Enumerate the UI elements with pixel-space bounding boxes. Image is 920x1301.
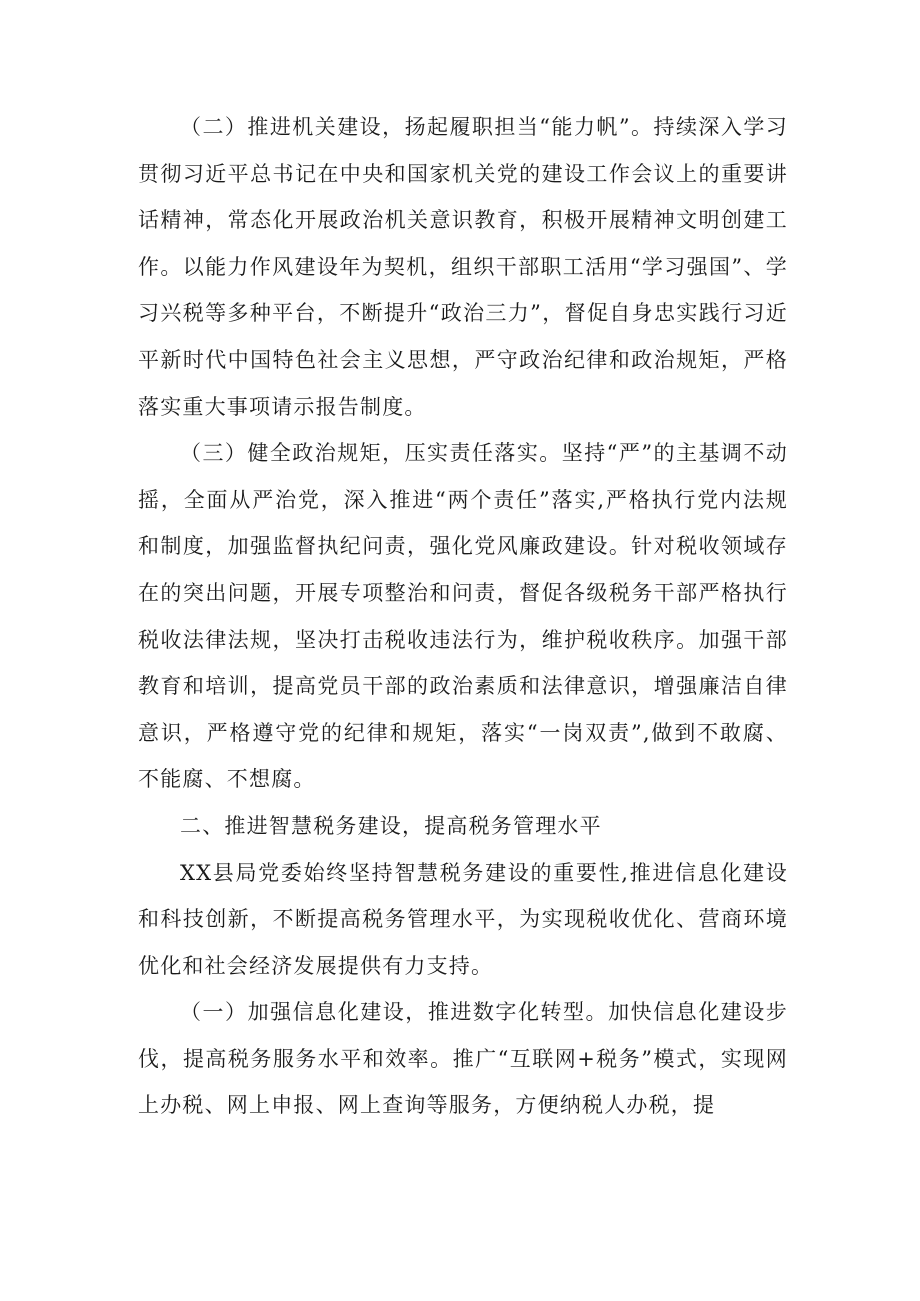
heading-part-2: 二、推进智慧税务建设，提高税务管理水平 (180, 813, 602, 838)
paragraph-intro-part-2: XX县局党委始终坚持智慧税务建设的重要性,推进信息化建设和科技创新，不断提高税务管理水平，为实现税收优化、营商环境优化和社会经济发展提供有力支持。 (138, 860, 788, 978)
paragraph-section-2: （二）推进机关建设，扬起履职担当“能力帆”。持续深入学习贯彻习近平总书记在中央和国家机关党的建设工作会议上的重要讲话精神，常态化开展政治机关意识教育，积极开展精神文明创建工作。以能力作风建设年为契机，组织干部职工活用“学习强国”、学习兴税等多种平台，不断提升“政治三力”，督促自身忠实践行习近平新时代中国特色社会主义思想，严守政治纪律和政治规矩，严格落实重大事项请示报告制度。 (138, 115, 788, 419)
paragraph-section-3: （三）健全政治规矩，压实责任落实。坚持“严”的主基调不动摇，全面从严治党，深入推进“两个责任”落实,严格执行党内法规和制度，加强监督执纪问责，强化党风廉政建设。针对税收领域存在的突出问题，开展专项整治和问责，督促各级税务干部严格执行税收法律法规，坚决打击税收违法行为，维护税收秩序。加强干部教育和培训，提高党员干部的政治素质和法律意识，增强廉洁自律意识，严格遵守党的纪律和规矩，落实“一岗双责”,做到不敢腐、不能腐、不想腐。 (138, 441, 788, 792)
document-body (138, 104, 788, 1129)
paragraph-part-2-section-1: （一）加强信息化建设，推进数字化转型。加快信息化建设步伐，提高税务服务水平和效率。推广“互联网+税务”模式，实现网上办税、网上申报、网上查询等服务，方便纳税人办税，提 (138, 1000, 788, 1118)
